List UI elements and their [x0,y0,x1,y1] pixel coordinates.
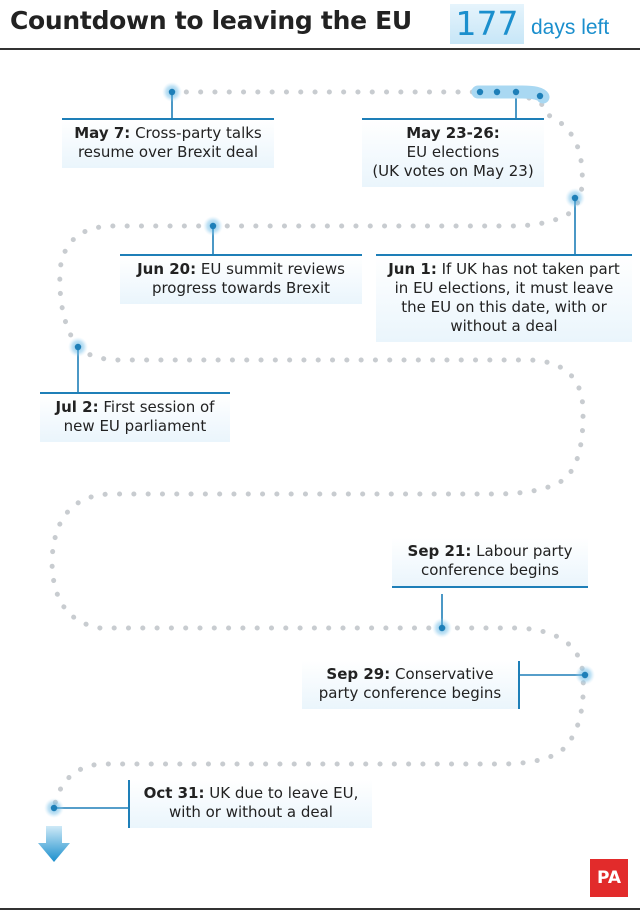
event-may7 [62,118,274,168]
event-jun1 [376,254,632,342]
days-count: 177 [455,4,519,43]
marker-jun1 [572,195,578,201]
event-date: Jun 20: [137,260,197,278]
event-may23 [362,118,544,187]
election-period-highlight [478,92,543,97]
event-date: Jun 1: [388,260,437,278]
event-date: May 23-26: [406,124,500,142]
marker-sep29 [582,672,588,678]
event-date: Sep 29: [326,665,391,683]
event-text: UK due to leave EU, with or without a deal [169,784,359,821]
event-text-line: EU elections [406,143,500,161]
event-date: Jul 2: [55,398,99,416]
event-sep21 [392,538,588,588]
event-jun20 [120,254,362,304]
marker-sep21 [439,625,445,631]
event-date: Oct 31: [143,784,205,802]
event-text-line: (UK votes on May 23) [372,162,534,180]
event-text: EU summit reviews progress towards Brexit [151,260,345,297]
event-jul2 [40,392,230,442]
event-oct31 [128,780,372,828]
marker-jun20 [210,223,216,229]
event-sep29 [302,661,520,709]
marker-oct31 [51,805,57,811]
dot-may24 [494,89,500,95]
marker-jul2 [75,344,81,350]
pa-logo: PA [590,859,628,897]
event-text: Labour party conference begins [420,542,573,579]
days-label: days left [531,16,610,39]
event-text: First session of new EU parliament [63,398,215,435]
marker-may7 [169,89,175,95]
page-title: Countdown to leaving the EU [10,6,412,35]
event-text: If UK has not taken part in EU elections, it must leave the EU on this date, with or without a deal [394,260,620,335]
event-text: Cross-party talks resume over Brexit deal [77,124,262,161]
event-date: May 7: [74,124,131,142]
down-arrow-icon [38,826,70,862]
footer-rule [0,908,640,910]
dot-may26 [537,93,543,99]
dot-may23 [477,89,483,95]
event-date: Sep 21: [407,542,472,560]
dot-may25 [513,89,519,95]
event-text: Conservative party conference begins [318,665,502,702]
